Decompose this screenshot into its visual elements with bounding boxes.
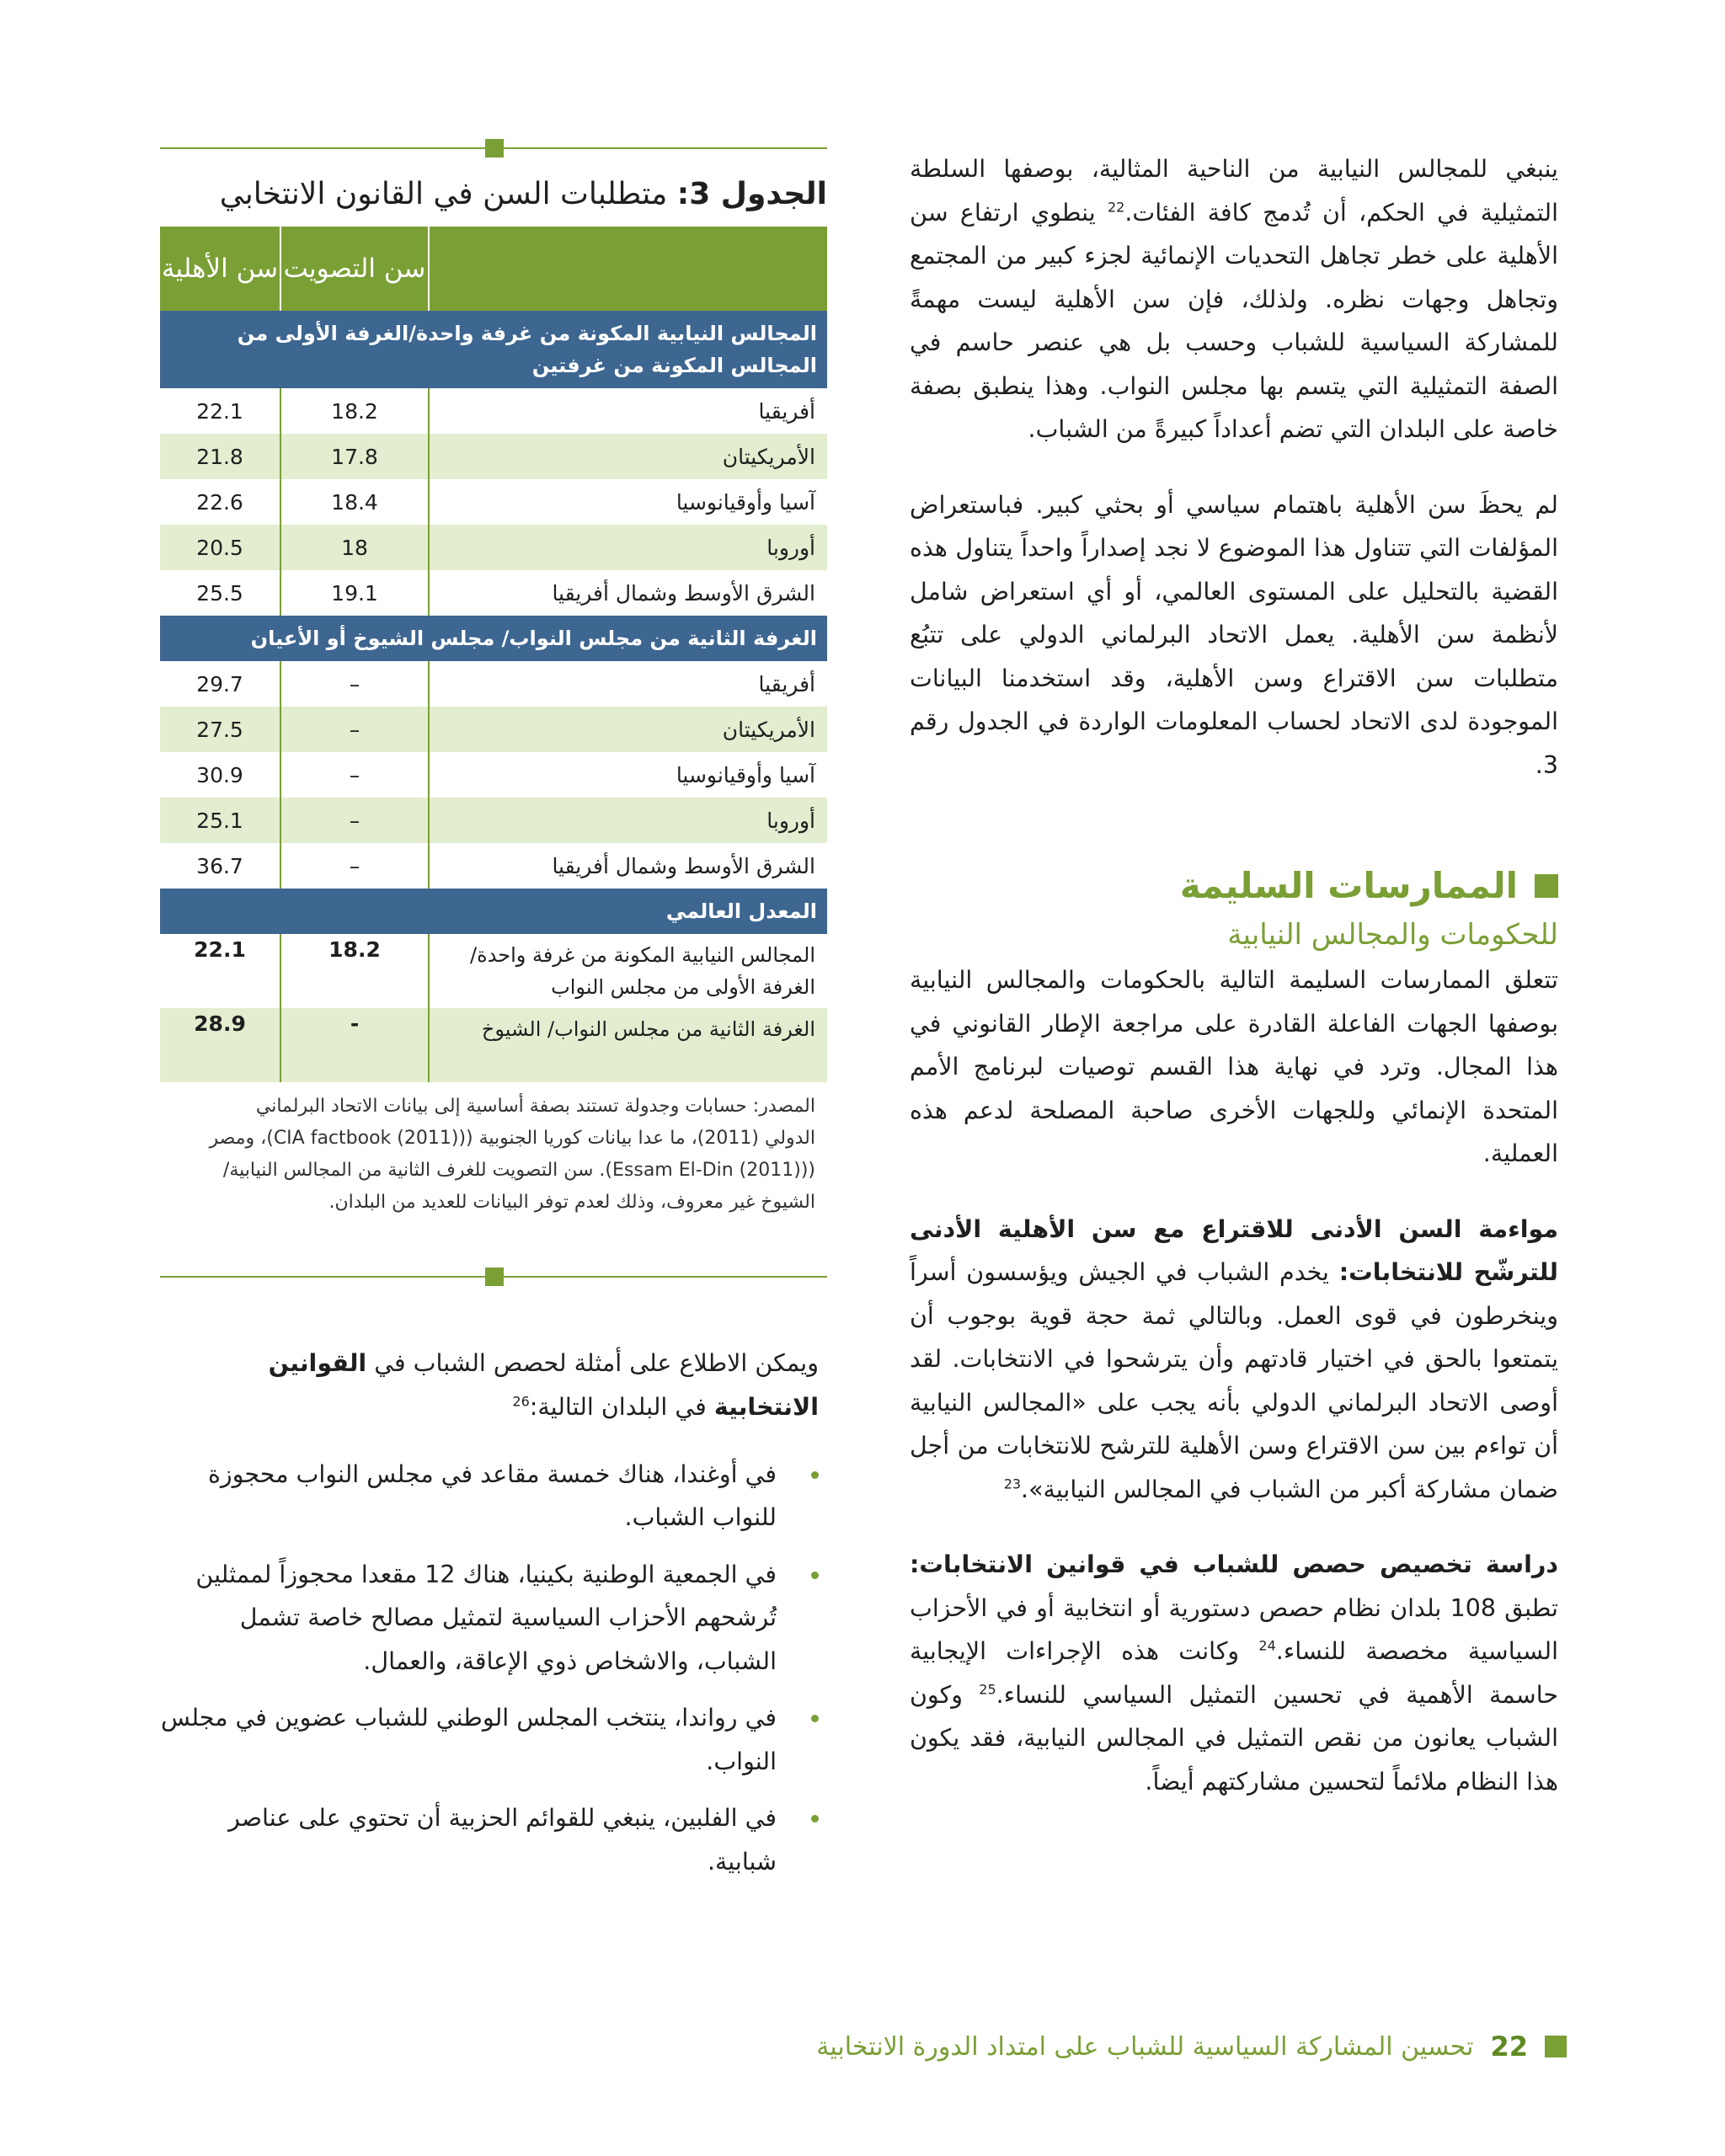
list-item bbox=[160, 1796, 819, 1883]
good-practices-subtitle: للحكومات والمجالس النيابية bbox=[1227, 918, 1558, 952]
table-bottom-rule bbox=[160, 1276, 827, 1278]
square-bullet-icon bbox=[1535, 874, 1558, 898]
sidebar-column bbox=[160, 147, 827, 1897]
quota-text-c: وكون الشباب يعانون من نقص التمثيل في المجالس النيابية، فقد يكون هذا النظام ملائماً لتحسين مشاركتهم أيضاً. bbox=[910, 1680, 1558, 1796]
quota-paragraph bbox=[910, 1543, 1558, 1803]
list-item-text: في رواندا، ينتخب المجلس الوطني للشباب عضوين في مجلس النواب. bbox=[161, 1704, 777, 1775]
region-cell: الشرق الأوسط وشمال أفريقيا bbox=[552, 580, 815, 606]
eligibility-age-cell: 20.5 bbox=[196, 535, 243, 560]
region-cell: آسيا وأوقيانوسيا bbox=[676, 489, 815, 515]
table-row bbox=[160, 525, 827, 570]
eligibility-age-cell: 22.1 bbox=[194, 937, 246, 962]
eligibility-age-cell: 30.9 bbox=[196, 762, 243, 787]
intro-p1-text-a: ينبغي للمجالس النيابية من الناحية المثالية، بوصفها السلطة التمثيلية في الحكم، أن تُدمج كافة الفئات. bbox=[910, 155, 1558, 227]
page-number: 22 bbox=[1490, 2031, 1528, 2063]
table-row bbox=[160, 707, 827, 752]
footer-running-title: تحسين المشاركة السياسية للشباب على امتداد الدورة الانتخابية bbox=[816, 2031, 1474, 2062]
eligibility-age-cell: 29.7 bbox=[196, 671, 243, 696]
intro-p1-text-b: ينطوي ارتفاع سن الأهلية على خطر تجاهل التحديات الإنمائية لجزء كبير من المجتمع وتجاهل وجهات نظره. ولذلك، فإن سن الأهلية ليست مهمةً للمشاركة السياسية للشباب وحسب بل هي عنصر حاسم في الصفة التمثيلية التي يتسم بها مجلس النواب. وهذا ينطبق بصفة خاصة على البلدان التي تضم أعداداً كبيرةً من الشباب. bbox=[910, 198, 1558, 443]
list-item bbox=[160, 1696, 819, 1783]
list-item bbox=[160, 1453, 819, 1540]
region-cell: الغرفة الثانية من مجلس النواب/ الشيوخ bbox=[481, 1017, 815, 1041]
voting-age-cell: – bbox=[280, 798, 430, 843]
table-row bbox=[160, 843, 827, 889]
table-row bbox=[160, 798, 827, 843]
list-item-text: في الفلبين، ينبغي للقوائم الحزبية أن تحتوي على عناصر شبابية. bbox=[228, 1804, 777, 1876]
header-region-cell bbox=[430, 227, 827, 311]
rule-square-icon bbox=[485, 1267, 504, 1286]
bullet-dot-icon bbox=[811, 1815, 819, 1822]
footnote-ref-23[interactable]: 23 bbox=[1003, 1476, 1022, 1492]
eligibility-age-cell: 27.5 bbox=[196, 717, 243, 742]
table-header-row bbox=[160, 227, 827, 311]
eligibility-age-cell: 22.6 bbox=[196, 489, 243, 515]
age-requirements-table bbox=[160, 227, 827, 1082]
bullet-dot-icon bbox=[811, 1572, 819, 1579]
region-cell: أوروبا bbox=[766, 808, 815, 833]
bullet-dot-icon bbox=[811, 1471, 819, 1479]
page-footer bbox=[750, 2021, 1567, 2072]
section-header-world-average: المعدل العالمي bbox=[160, 889, 827, 934]
list-item bbox=[160, 1553, 819, 1684]
eligibility-age-cell: 28.9 bbox=[194, 1011, 246, 1036]
voting-age-cell: – bbox=[280, 752, 430, 798]
quota-intro-text-a: ويمكن الاطلاع على أمثلة لحصص الشباب في bbox=[366, 1349, 819, 1377]
voting-age-cell: 17.8 bbox=[280, 434, 430, 479]
quota-text-a: تطبق 108 بلدان نظام حصص دستورية أو انتخابية أو في الأحزاب السياسية مخصصة للنساء. bbox=[910, 1593, 1558, 1665]
eligibility-age-cell: 21.8 bbox=[196, 444, 243, 469]
region-cell: الأمريكيتان bbox=[722, 444, 815, 469]
table-top-rule bbox=[160, 147, 827, 149]
table-row bbox=[160, 388, 827, 434]
table-title-text: متطلبات السن في القانون الانتخابي bbox=[219, 177, 677, 211]
region-cell: الشرق الأوسط وشمال أفريقيا bbox=[552, 853, 815, 878]
table-row bbox=[160, 752, 827, 798]
table-title bbox=[160, 169, 827, 220]
voting-age-cell: – bbox=[280, 843, 430, 889]
table-title-number: الجدول 3: bbox=[676, 177, 827, 211]
table-row bbox=[160, 479, 827, 525]
footnote-ref-24[interactable]: 24 bbox=[1258, 1637, 1276, 1654]
voting-age-cell: 18.4 bbox=[280, 479, 430, 525]
align-ages-text: يخدم الشباب في الجيش ويؤسسون أسراً وينخرطون في قوى العمل. وبالتالي ثمة حجة قوية بوجوب أن يتمتعوا بالحق في اختيار قادتهم وأن يترشحوا في الانتخابات. لقد أوصى الاتحاد البرلماني الدولي بأنه يجب على «المجالس النيابية أن تواءم بين سن الاقتراع وسن الأهلية للترشح للانتخابات من أجل ضمان مشاركة أكبر من الشباب في المجالس النيابية». bbox=[910, 1258, 1558, 1503]
header-voting-age: سن التصويت bbox=[280, 227, 430, 311]
voting-age-cell: – bbox=[280, 661, 430, 707]
quota-text-b: وكانت هذه الإجراءات الإيجابية حاسمة الأهمية في تحسين التمثيل السياسي للنساء. bbox=[910, 1637, 1558, 1709]
voting-age-cell: – bbox=[280, 707, 430, 752]
region-cell: أفريقيا bbox=[758, 671, 815, 696]
quota-examples-intro bbox=[160, 1342, 827, 1428]
region-cell: المجالس النيابية المكونة من غرفة واحدة/الغرفة الأولى من مجلس النواب bbox=[470, 943, 815, 999]
table-row bbox=[160, 934, 827, 1008]
footnote-ref-22[interactable]: 22 bbox=[1107, 199, 1125, 215]
table-source-note: المصدر: حسابات وجدولة تستند بصفة أساسية إلى بيانات الاتحاد البرلماني الدولي (2011)، ما عدا بيانات كوريا الجنوبية ((CIA factbook (2011))، ومصر ((Essam El-Din (2011)). سن التصويت للغرف الثانية من المجالس النيابية/ الشيوخ غير معروف، وذلك لعدم توفر البيانات للعديد من البلدان. bbox=[209, 1096, 815, 1213]
section-header-unicameral: المجالس النيابية المكونة من غرفة واحدة/الغرفة الأولى من المجالس المكونة من غرفتين bbox=[160, 311, 827, 388]
region-cell: أوروبا bbox=[766, 535, 815, 560]
voting-age-cell: 18.2 bbox=[280, 388, 430, 434]
intro-paragraph-1 bbox=[910, 147, 1558, 451]
quota-intro-text-b: في البلدان التالية: bbox=[529, 1392, 714, 1421]
bullet-dot-icon bbox=[811, 1715, 819, 1722]
eligibility-age-cell: 36.7 bbox=[196, 853, 243, 878]
align-ages-heading: مواءمة السن الأدنى للاقتراع مع سن الأهلية الأدنى للترشّح للانتخابات: bbox=[910, 1214, 1559, 1286]
region-cell: أفريقيا bbox=[758, 398, 815, 424]
main-text-column bbox=[910, 147, 1558, 1803]
eligibility-age-cell: 25.1 bbox=[196, 808, 243, 833]
rule-square-icon bbox=[485, 139, 504, 157]
list-item-text: في الجمعية الوطنية بكينيا، هناك 12 مقعدا محجوزاً لممثلين تُرشحهم الأحزاب السياسية لتمثيل مصالح خاصة تشمل الشباب، والاشخاص ذوي الإعاقة، والعمال. bbox=[195, 1560, 777, 1675]
voting-age-cell: 18.2 bbox=[280, 934, 430, 1008]
good-practices-title: الممارسات السليمة bbox=[1179, 865, 1518, 906]
quota-examples-list bbox=[160, 1453, 827, 1884]
list-item-text: في أوغندا، هناك خمسة مقاعد في مجلس النواب محجوزة للنواب الشباب. bbox=[207, 1460, 777, 1531]
region-cell: آسيا وأوقيانوسيا bbox=[676, 762, 815, 787]
good-practices-paragraph: تتعلق الممارسات السليمة التالية بالحكومات والمجالس النيابية بوصفها الجهات الفاعلة القادرة على مراجعة الإطار القانوني في هذا المجال. وترد في نهاية هذا القسم توصيات لبرنامج الأمم المتحدة الإنمائي وللجهات الأخرى صاحبة المصلحة لدعم هذه العملية. bbox=[910, 966, 1558, 1167]
good-practices-heading bbox=[910, 861, 1558, 911]
table-row bbox=[160, 570, 827, 616]
quota-intro-bold: القوانين الانتخابية bbox=[268, 1349, 819, 1421]
table-row bbox=[160, 434, 827, 479]
quota-heading: دراسة تخصيص حصص للشباب في قوانين الانتخابات: bbox=[910, 1550, 1558, 1578]
table-row bbox=[160, 661, 827, 707]
section-header-second-chamber: الغرفة الثانية من مجلس النواب/ مجلس الشيوخ أو الأعيان bbox=[160, 616, 827, 661]
footer-square-icon bbox=[1545, 2036, 1567, 2057]
intro-paragraph-2: لم يحظَ سن الأهلية باهتمام سياسي أو بحثي كبير. فباستعراض المؤلفات التي تتناول هذا الموضوع لا نجد إصداراً واحداً يتناول هذه القضية بالتحليل على المستوى العالمي، أو أي استعراض شامل لأنظمة سن الأهلية. يعمل الاتحاد البرلماني الدولي على تتبُع متطلبات سن الاقتراع وسن الأهلية، وقد استخدمنا البيانات الموجودة لدى الاتحاد لحساب المعلومات الواردة في الجدول رقم 3. bbox=[910, 490, 1558, 779]
voting-age-cell: 18 bbox=[280, 525, 430, 570]
voting-age-cell: - bbox=[280, 1008, 430, 1082]
region-cell: الأمريكيتان bbox=[722, 717, 815, 742]
align-ages-paragraph bbox=[910, 1208, 1558, 1512]
eligibility-age-cell: 22.1 bbox=[196, 398, 243, 424]
table-row bbox=[160, 1008, 827, 1082]
footnote-ref-26[interactable]: 26 bbox=[512, 1393, 530, 1409]
footnote-ref-25[interactable]: 25 bbox=[979, 1681, 996, 1697]
header-eligibility-age: سن الأهلية bbox=[161, 253, 279, 284]
voting-age-cell: 19.1 bbox=[280, 570, 430, 616]
eligibility-age-cell: 25.5 bbox=[196, 580, 243, 606]
